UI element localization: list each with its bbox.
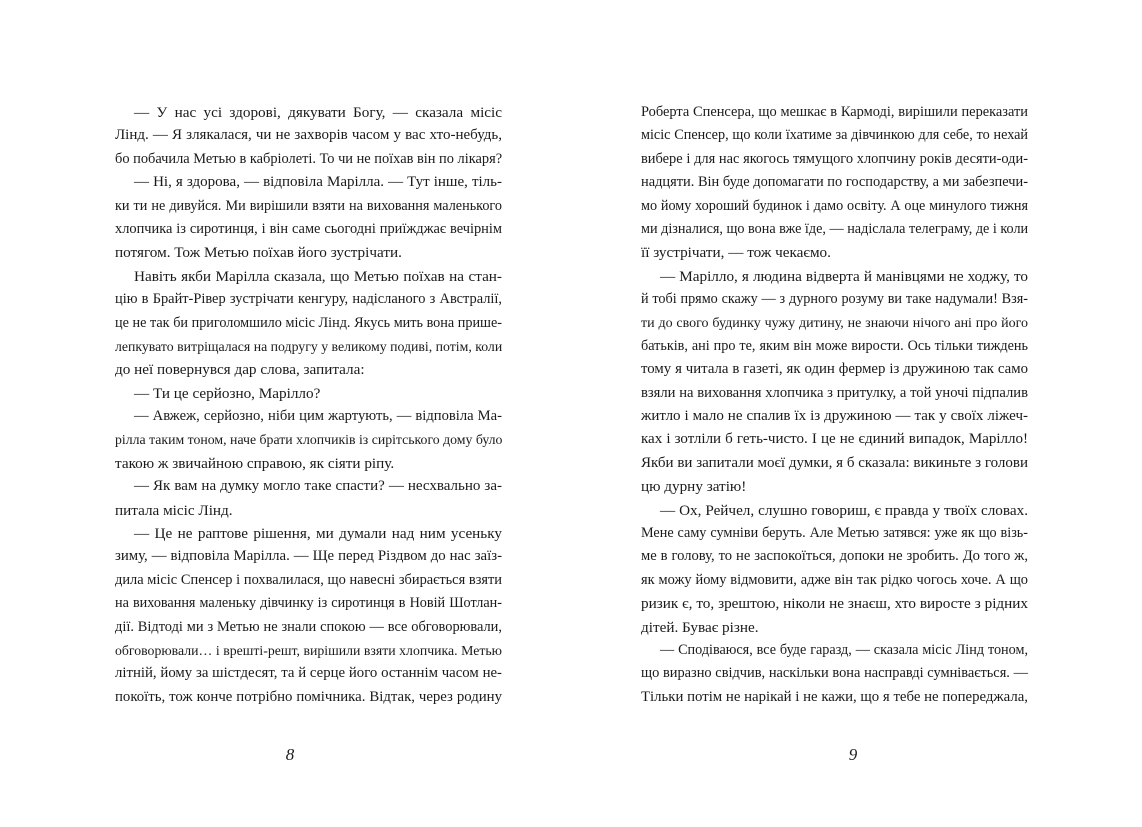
text-line: місіс Спенсер, що коли їхатиме за дівчинкою для себе, то нехай (641, 127, 1028, 144)
text-line: літній, йому за шістдесят, та й серце його останнім часом не- (115, 665, 502, 682)
text-line: питала місіс Лінд. (115, 501, 233, 519)
text-line: такою ж звичайною справою, як сіяти ріпу. (115, 454, 395, 472)
text-line: Роберта Спенсера, що мешкає в Кармоді, вирішили переказати (641, 104, 1028, 120)
text-line: як можу йому відмовити, адже він так рідко чогось хоче. А що (641, 571, 1028, 588)
text-line: дила місіс Спенсер і похвалилася, що навесні збирається взяти (115, 571, 502, 588)
text-line: Якби ви запитали моєї думки, я б сказала: викиньте з голови (641, 454, 1028, 471)
page-number-right: 9 (848, 745, 858, 764)
text-line: ти до свого будинку чужу дитину, не знаючи нічого ані про його (641, 315, 1028, 331)
text-line: — Ох, Рейчел, слушно говориш, є правда у твоїх словах. (660, 501, 1028, 519)
text-line: Лінд. — Я злякалася, чи не захворів часом у вас хто-небудь, (115, 127, 502, 144)
text-line: батьків, ані про те, яким він може вирости. Ось тільки тиждень (641, 337, 1028, 354)
text-line: на виховання маленьку дівчинку із сиротинця в Новій Шотлан- (115, 595, 502, 612)
text-line: житло і мало не спалив їх із дружиною — так у своїх ліжеч- (641, 408, 1028, 425)
text-line: ризик є, то, зрештою, ніколи не знаєш, хто виросте з рідних (641, 595, 1028, 613)
text-line: дітей. Буває різне. (641, 618, 759, 636)
text-line: надцяти. Він буде допомагати по господарству, а ми забезпечи- (641, 174, 1028, 191)
text-line: обговорювали… і врешті-решт, вирішили взяти хлопчика. Метью (115, 642, 502, 658)
text-line: ки ти не дивуйся. Ми вирішили взяти на виховання маленького (115, 197, 502, 214)
page-number-left: 8 (285, 745, 295, 764)
text-line: потягом. Тож Метью поїхав його зустрічати. (115, 244, 402, 262)
text-line: лепкувато витріщалася на подругу у великому подиві, потім, коли (115, 338, 503, 354)
text-line: що виразно свідчив, наскільки вона насправді сумнівається. — (641, 665, 1028, 682)
text-line: — Сподіваюся, все буде гаразд, — сказала місіс Лінд тоном, (660, 641, 1028, 658)
text-line: — Ти це серйозно, Марілло? (134, 384, 321, 402)
text-line: — Авжеж, серйозно, ніби цим жартують, — відповіла Ма- (134, 408, 502, 425)
text-line: цію в Брайт-Рівер зустрічати кенгуру, надісланого з Австралії, (115, 291, 502, 308)
text-line: до неї повернувся дар слова, запитала: (115, 361, 365, 379)
text-line: — Це не раптове рішення, ми думали над ним усеньку (134, 525, 502, 543)
text-line: хлопчика із сиротинця, і він саме сьогодні приїжджає вечірнім (115, 220, 502, 237)
text-line: тому я читала в газеті, як один фермер із дружиною так само (641, 361, 1028, 378)
text-line: — У нас усі здорові, дякувати Богу, — сказала місіс (134, 104, 502, 121)
text-line: рілла таким тоном, наче брати хлопчиків із сирітського дому було (115, 432, 503, 448)
text-line: зиму, — відповіла Марілла. — Ще перед Різдвом до нас заїз- (115, 548, 502, 565)
text-line: дії. Відтоді ми з Метью не знали спокою — все обговорювали, (115, 618, 502, 635)
text-line: бо побачила Метью в кабріолеті. То чи не поїхав він по лікаря? (115, 150, 503, 167)
text-line: — Як вам на думку могло таке спасти? — несхвально за- (134, 478, 502, 495)
right-page-text (641, 101, 1028, 709)
text-line: — Марілло, я людина відверта й манівцями не ходжу, то (660, 267, 1028, 285)
text-line: цю дурну затію! (641, 478, 747, 496)
text-line: ме в голову, то не заспокоїться, допоки не зробить. До того ж, (641, 548, 1028, 565)
text-line: Тільки потім не нарікай і не кажи, що я тебе не попереджала, (641, 688, 1028, 705)
text-line: Навіть якби Марілла сказала, що Метью поїхав на стан- (134, 267, 502, 285)
text-line: ках і зотліли б геть-чисто. І це не єдиний випадок, Марілло! (641, 431, 1028, 448)
text-line: вибере і для нас якогось тямущого хлопчину років десяти-оди- (641, 150, 1028, 167)
left-page-text (115, 101, 502, 709)
text-line: ми дізналися, що вона вже їде, — надіслала телеграму, де і коли (641, 220, 1029, 237)
text-line: — Ні, я здорова, — відповіла Марілла. — Тут інше, тіль- (134, 174, 502, 191)
text-line: й тобі прямо скажу — з дурного розуму ви таке надумали! Взя- (641, 291, 1028, 308)
text-line: її зустрічати, — тож чекаємо. (641, 244, 831, 262)
text-line: це не так би приголомшило місіс Лінд. Якусь мить вона пришe- (115, 314, 502, 331)
text-line: Мене саму сумніви беруть. Але Метью затявся: уже як що візь- (641, 525, 1028, 542)
text-line: покоїть, тож конче потрібно помічника. Відтак, через родину (115, 688, 502, 705)
text-line: взяли на виховання хлопчика з притулку, а той уночі підпалив (641, 384, 1028, 401)
text-line: мо йому хороший будинок і дамо освіту. А оце минулого тижня (641, 197, 1028, 214)
